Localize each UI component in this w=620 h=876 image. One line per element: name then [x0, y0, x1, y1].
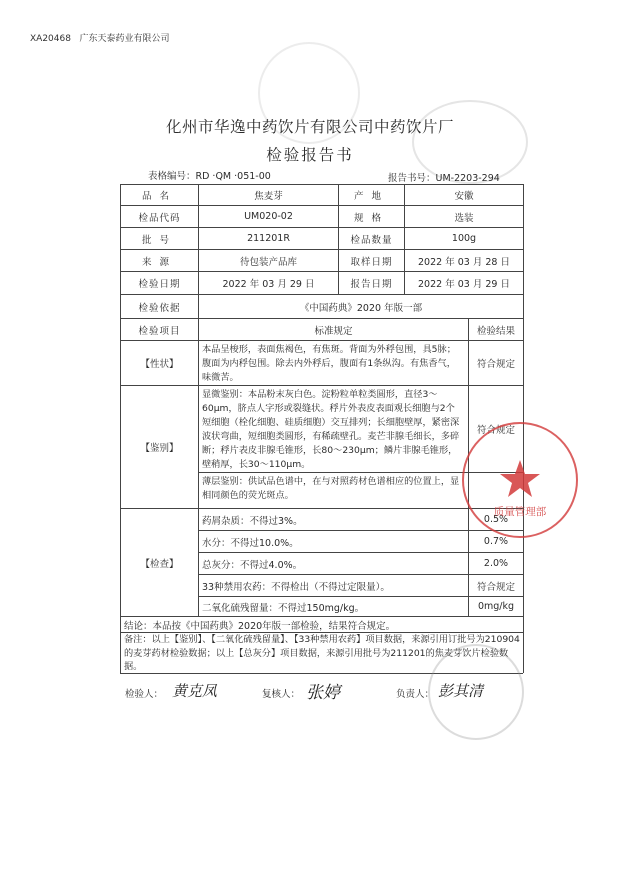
xingzhuang-label: 【性状】 — [140, 359, 179, 370]
conclusion: 结论：本品按《中国药典》2020年版一部检验，结果符合规定。 — [124, 620, 396, 632]
stamp-text: 质量管理部 — [493, 506, 547, 518]
principal-signature: 彭其清 — [438, 682, 484, 700]
shuifen-result: 0.7% — [483, 536, 509, 547]
source-label: 来源 — [141, 256, 177, 268]
item-header: 检验项目 — [138, 325, 181, 337]
shuifen-standard: 水分：不得过10.0%。 — [202, 537, 299, 549]
star-icon — [464, 424, 576, 536]
zonghui-result: 2.0% — [483, 558, 509, 569]
xingzhuang-standard: 本品呈梭形，表面焦褐色，有焦斑。背面为外稃包围，具5脉；腹面为内稃包围。除去内外稃后，腹面有1条纵沟。有焦香气，味微苦。 — [202, 344, 456, 383]
nongyao-standard: 33种禁用农药：不得检出（不得过定限量）。 — [202, 581, 390, 593]
spec-label: 规格 — [353, 212, 389, 224]
test-date-value: 2022 年 03 月 29 日 — [222, 279, 315, 290]
zonghui-standard: 总灰分：不得过4.0%。 — [202, 559, 303, 571]
jianbie-result: 符合规定 — [476, 425, 515, 436]
xingzhuang-result: 符合规定 — [476, 359, 515, 370]
result-header: 检验结果 — [476, 325, 515, 337]
quality-stamp — [462, 422, 578, 538]
origin-value: 安徽 — [454, 191, 474, 202]
sample-date-value: 2022 年 03 月 28 日 — [418, 256, 510, 268]
batch-value: 211201R — [247, 233, 290, 244]
code-value: UM020-02 — [244, 211, 293, 222]
zazhi-standard: 药屑杂质：不得过3%。 — [202, 515, 303, 527]
report-title: 化州市华逸中药饮片有限公司中药饮片厂 — [165, 118, 454, 136]
reviewer-signature: 张婷 — [306, 683, 340, 703]
company-top: 广东天泰药业有限公司 — [79, 34, 170, 44]
nongyao-result: 符合规定 — [476, 581, 515, 593]
origin-label: 产地 — [353, 191, 389, 202]
qty-value: 100g — [451, 233, 477, 244]
name-value: 焦麦芽 — [254, 191, 283, 202]
code-label: 检品代码 — [138, 212, 181, 224]
inspector-label: 检验人： — [125, 689, 164, 700]
spec-value: 选装 — [454, 212, 474, 224]
jiancha-label: 【检查】 — [140, 558, 179, 570]
form-number: 表格编号：RD ·QM ·051-00 — [148, 171, 271, 182]
sample-date-label: 取样日期 — [350, 256, 393, 268]
zazhi-result: 0.5% — [483, 514, 509, 525]
remarks: 备注：以上【鉴别】、【二氧化硫残留量】、【33种禁用农药】项目数据，来源引用订批号为210904的麦芽药材检验数据；以上【总灰分】项目数据，来源引用批号为211201的焦麦芽饮片检验数据。 — [124, 634, 520, 672]
test-date-label: 检验日期 — [138, 279, 181, 290]
jianbie-microscopic: 显微鉴别：本品粉末灰白色。淀粉粒单粒类圆形，直径3～60μm，脐点人字形或裂缝状。稃片外表皮表面观长细胞与2个短细胞（栓化细胞、硅质细胞）交互排列；长细胞壁厚，紧密深波状弯曲，短细胞类圆形，有稀疏壁孔。麦芒非腺毛细长，多碎断；稃片表皮非腺毛锥形，长80～230μm；鳞片非腺毛锥形，壁稍厚，长30～110μm。 — [202, 389, 460, 470]
jianbie-tlc: 薄层鉴别：供试品色谱中，在与对照药材色谱相应的位置上，显相同颜色的荧光斑点。 — [202, 476, 460, 501]
report-subtitle: 检验报告书 — [266, 146, 354, 164]
inspector-signature: 黄克凤 — [172, 682, 218, 700]
batch-label: 批号 — [141, 234, 177, 246]
reviewer-label: 复核人： — [262, 689, 301, 700]
report-date-label: 报告日期 — [350, 279, 393, 290]
basis-value: 《中国药典》2020 年版一部 — [299, 302, 423, 314]
document-header — [30, 31, 170, 44]
so2-result: 0mg/kg — [477, 601, 515, 612]
report-date-value: 2022 年 03 月 29 日 — [418, 279, 510, 290]
name-label: 品名 — [141, 191, 177, 202]
doc-id: XA20468 — [30, 34, 71, 44]
so2-standard: 二氧化硫残留量：不得过150mg/kg。 — [202, 602, 365, 614]
source-value: 待包装产品库 — [239, 256, 297, 268]
gray-stamp-bottom — [428, 644, 524, 740]
standard-header: 标准规定 — [314, 325, 353, 337]
principal-label: 负责人： — [396, 689, 435, 700]
qty-label: 检品数量 — [350, 234, 393, 246]
basis-label: 检验依据 — [138, 302, 181, 314]
jianbie-label: 【鉴别】 — [140, 443, 179, 454]
report-number: 报告书号：UM-2203-294 — [388, 173, 500, 184]
